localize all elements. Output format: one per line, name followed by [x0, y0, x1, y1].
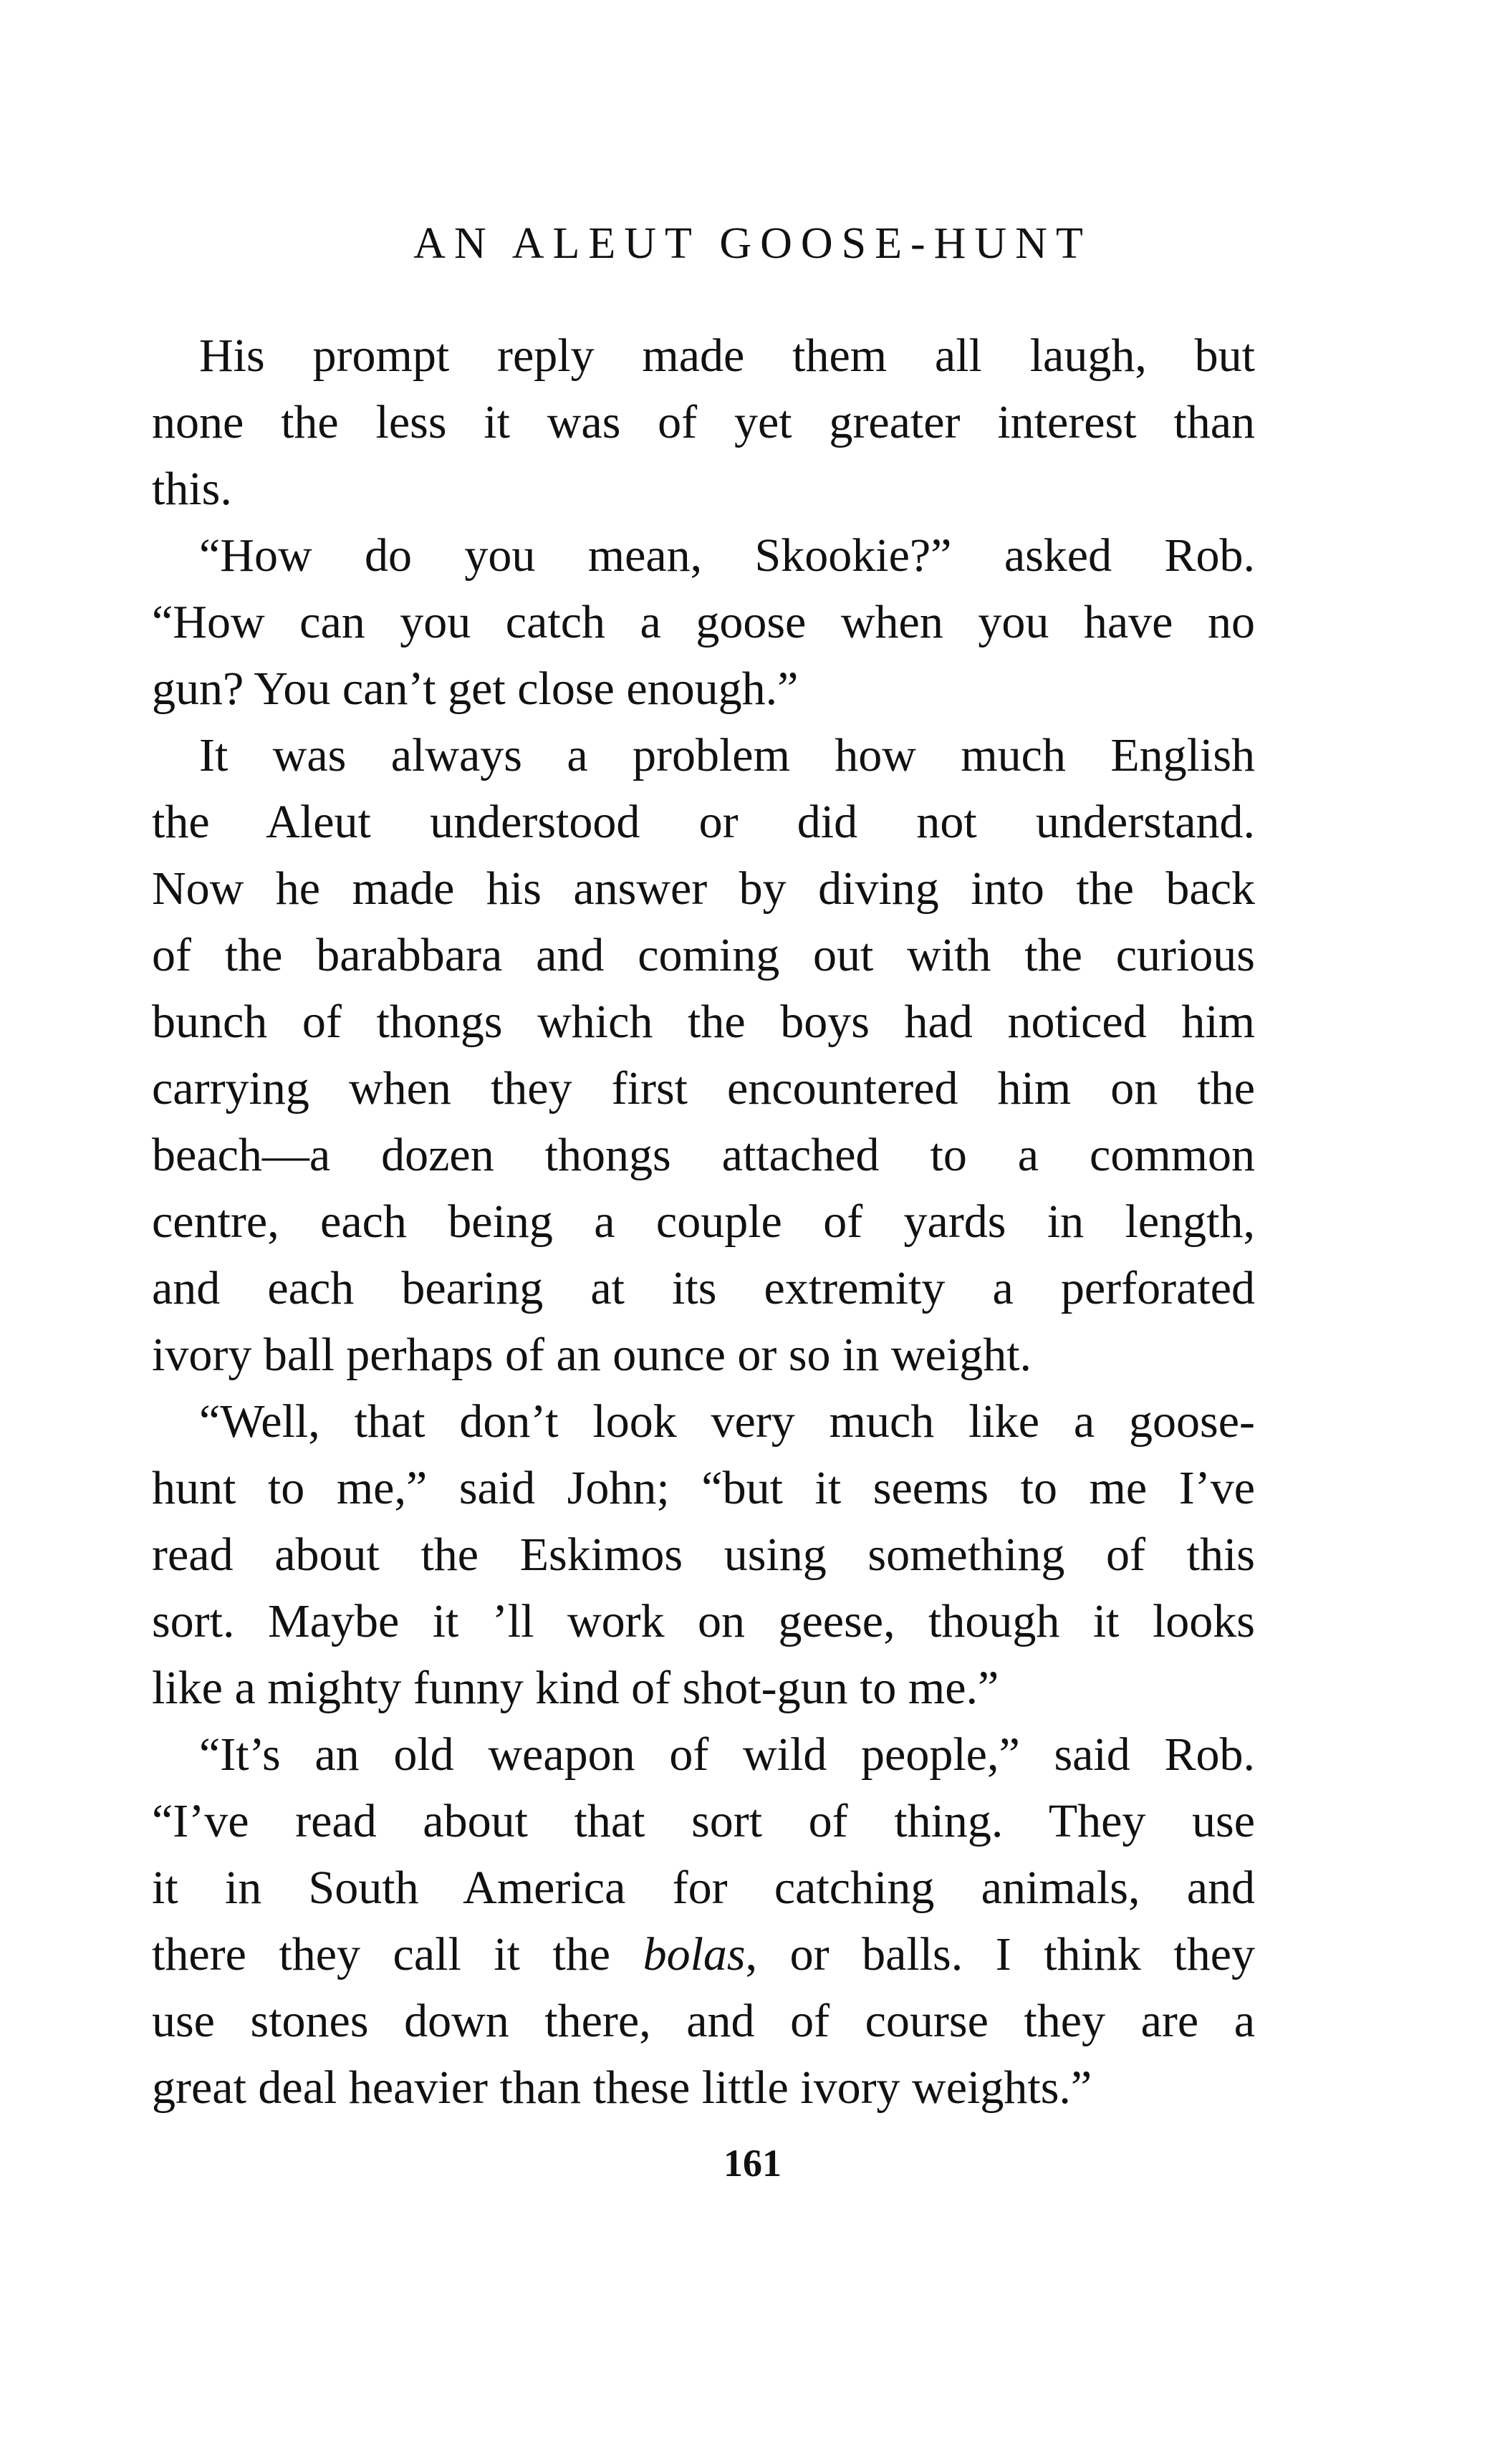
text-line: it in South America for catching animals, and [152, 1862, 1255, 1914]
text-line: bunch of thongs which the boys had noticed him [152, 996, 1255, 1048]
text-line: sort. Maybe it ’ll work on geese, though it looks [152, 1595, 1255, 1647]
text-line: use stones down there, and of course they are a [152, 1995, 1255, 2047]
text-line: “It’s an old weapon of wild people,” said Rob. [199, 1728, 1255, 1781]
text-line: this. [152, 463, 232, 515]
text-line: like a mighty funny kind of shot-gun to me.” [152, 1662, 999, 1714]
page-number: 161 [723, 2142, 782, 2185]
text-line: “Well, that don’t look very much like a goose- [199, 1395, 1255, 1448]
text-line: It was always a problem how much English [199, 729, 1255, 781]
text-line: Now he made his answer by diving into the back [152, 862, 1255, 915]
text-line: carrying when they first encountered him on the [152, 1062, 1255, 1115]
text-line: “I’ve read about that sort of thing. They use [152, 1795, 1255, 1847]
text-line: His prompt reply made them all laugh, but [199, 329, 1255, 382]
text-line: read about the Eskimos using something of this [152, 1529, 1255, 1581]
italic-term: bolas [643, 1928, 746, 1981]
text-line: gun? You can’t get close enough.” [152, 663, 799, 715]
text-line: ivory ball perhaps of an ounce or so in weight. [152, 1329, 1032, 1381]
text-line: and each bearing at its extremity a perforated [152, 1262, 1255, 1314]
text-line: none the less it was of yet greater interest than [152, 396, 1255, 448]
body-text [152, 322, 1255, 2121]
text-line: beach—a dozen thongs attached to a common [152, 1129, 1255, 1181]
text-line: hunt to me,” said John; “but it seems to me I’ve [152, 1462, 1255, 1514]
text-line [152, 1921, 1255, 1988]
text-segment: , or balls. I think they [745, 1928, 1255, 1981]
text-segment: there they call it the [152, 1928, 643, 1981]
text-line: the Aleut understood or did not understand. [152, 796, 1255, 848]
text-line: centre, each being a couple of yards in length, [152, 1195, 1255, 1248]
text-line: great deal heavier than these little ivory weights.” [152, 2061, 1092, 2114]
text-line: “How do you mean, Skookie?” asked Rob. [199, 529, 1255, 582]
text-line: “How can you catch a goose when you have no [152, 596, 1255, 648]
running-head: AN ALEUT GOOSE-HUNT [413, 219, 1092, 268]
text-line: of the barabbara and coming out with the curious [152, 929, 1255, 981]
